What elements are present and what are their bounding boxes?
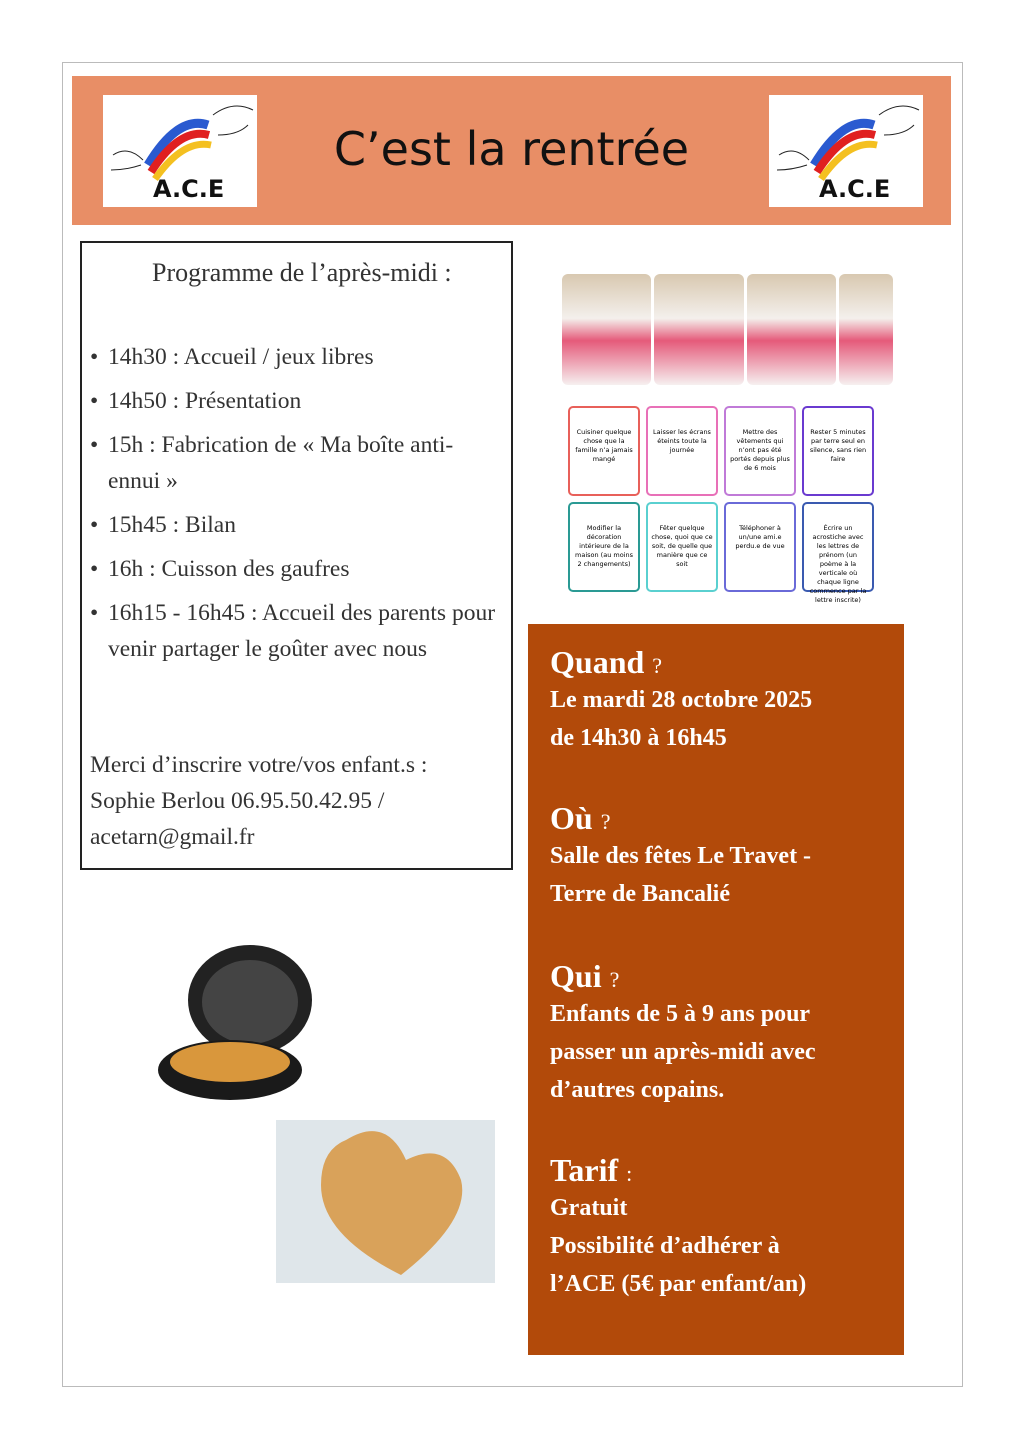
list-item: • 15h : Fabrication de « Ma boîte anti-ennui » — [90, 427, 495, 499]
jar-image — [747, 274, 836, 385]
contact-line: Sophie Berlou 06.95.50.42.95 / — [90, 788, 385, 814]
contact-line: Merci d’inscrire votre/vos enfant.s : — [90, 752, 428, 778]
ace-logo — [769, 95, 923, 207]
where-label: Où — [550, 800, 593, 836]
program-heading: Programme de l’après-midi : — [152, 258, 452, 287]
price-line: Possibilité d’adhérer à — [550, 1233, 780, 1259]
activity-card: Écrire un acrostiche avec les lettres de prénom (un poème à la verticale où chaque ligne commence par la lettre inscrite) — [802, 502, 874, 592]
who-line: d’autres copains. — [550, 1077, 725, 1103]
when-section: Quand ? Le mardi 28 octobre 2025 de 14h30 à 16h45 — [550, 644, 812, 757]
waffle-iron-image — [155, 930, 315, 1120]
activity-card: Téléphoner à un/une ami.e perdu.e de vue — [724, 502, 796, 592]
page-title: C’est la rentrée — [333, 122, 690, 176]
contact-info — [90, 747, 427, 855]
activity-card: Mettre des vêtements qui n’ont pas été portés depuis plus de 6 mois — [724, 406, 796, 496]
list-item: • 14h50 : Présentation — [90, 383, 495, 419]
header-banner — [72, 76, 951, 225]
svg-text:A.C.E: A.C.E — [819, 175, 891, 203]
activity-card: Rester 5 minutes par terre seul en silence, sans rien faire — [802, 406, 874, 496]
activity-card: Laisser les écrans éteints toute la journée — [646, 406, 718, 496]
jar-image — [839, 274, 893, 385]
list-item: • 16h15 - 16h45 : Accueil des parents pour venir partager le goûter avec nous — [90, 595, 495, 667]
activity-card: Modifier la décoration intérieure de la maison (au moins 2 changements) — [568, 502, 640, 592]
jar-image — [654, 274, 743, 385]
who-line: Enfants de 5 à 9 ans pour — [550, 1001, 811, 1027]
list-item: • 15h45 : Bilan — [90, 507, 495, 543]
activity-card: Fêter quelque chose, quoi que ce soit, de quelle que manière que ce soit — [646, 502, 718, 592]
who-label: Qui — [550, 958, 602, 994]
where-line: Terre de Bancalié — [550, 881, 730, 907]
price-line: Gratuit — [550, 1195, 628, 1221]
price-line: l’ACE (5€ par enfant/an) — [550, 1271, 807, 1297]
list-item: • 16h : Cuisson des gaufres — [90, 551, 495, 587]
email-link[interactable]: acetarn@gmail.fr — [90, 824, 255, 850]
waffles-photo — [276, 1120, 495, 1283]
when-line: de 14h30 à 16h45 — [550, 725, 727, 751]
list-item: • 14h30 : Accueil / jeux libres — [90, 339, 495, 375]
program-list — [90, 339, 495, 675]
where-line: Salle des fêtes Le Travet - — [550, 843, 812, 869]
activity-cards — [568, 406, 880, 604]
info-panel — [528, 624, 904, 1355]
price-label: Tarif — [550, 1152, 619, 1188]
price-section: Tarif : Gratuit Possibilité d’adhérer à l’ACE (5€ par enfant/an) — [550, 1152, 806, 1303]
activity-card: Cuisiner quelque chose que la famille n’a jamais mangé — [568, 406, 640, 496]
svg-text:A.C.E: A.C.E — [153, 175, 225, 203]
jar-image — [562, 274, 651, 385]
who-section: Qui ? Enfants de 5 à 9 ans pour passer un après-midi avec d’autres copains. — [550, 958, 816, 1109]
jars-photo — [562, 274, 893, 385]
when-label: Quand — [550, 644, 645, 680]
where-section: Où ? Salle des fêtes Le Travet - Terre de Bancalié — [550, 800, 811, 913]
who-line: passer un après-midi avec — [550, 1039, 816, 1065]
program-box — [80, 241, 513, 870]
when-line: Le mardi 28 octobre 2025 — [550, 687, 813, 713]
